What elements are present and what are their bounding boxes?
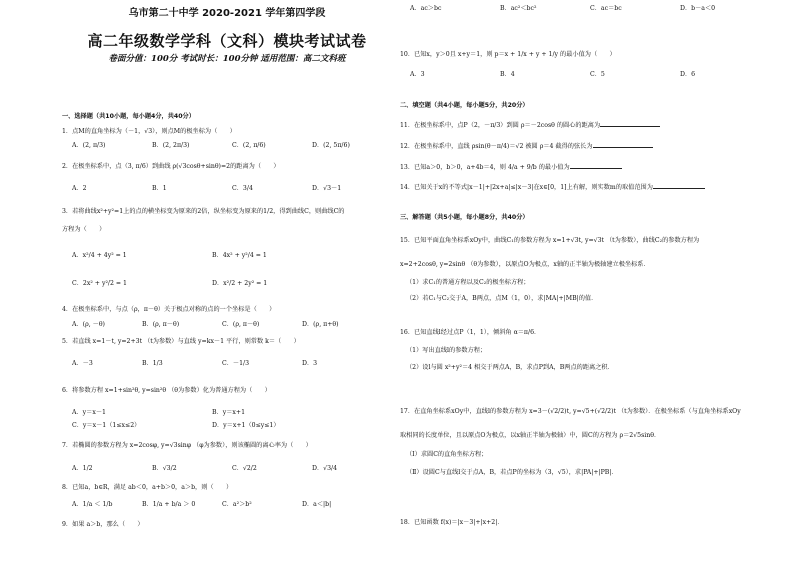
q1-option-d: D．(2, 5π/6) bbox=[312, 142, 350, 149]
question-12 bbox=[400, 141, 653, 151]
q3-option-b: B．4x² + y²/4 = 1 bbox=[212, 252, 267, 259]
q10-option-b: B．4 bbox=[500, 71, 515, 78]
question-3-stem: 3．若将曲线x²+y²=1上的点的横坐标变为原来的2倍，纵坐标变为原来的1/2，得到曲线C，则曲线C的 bbox=[62, 208, 345, 215]
question-16-stem: 16．已知直线l经过点P（1，1），倾斜角 α＝π/6． bbox=[400, 329, 541, 336]
q4-option-a: A．(ρ, －θ) bbox=[72, 321, 105, 328]
q10-option-c: C．5 bbox=[590, 71, 605, 78]
exam-title: 高二年级数学学科（文科）模块考试试卷 bbox=[87, 32, 367, 50]
q5-option-c: C．－1/3 bbox=[222, 360, 250, 367]
q12-answer-blank bbox=[593, 141, 653, 148]
question-17-line1: 17．在直角坐标系xOy中，直线l的参数方程为 x=3－(√2/2)t, y=√5+(√2/2)t （t为参数）．在极坐标系（与直角坐标系xOy bbox=[400, 408, 741, 415]
q3-option-d: D．x²/2 + 2y² = 1 bbox=[212, 280, 268, 287]
question-11 bbox=[400, 120, 660, 130]
question-4-stem: 4．在极坐标系中，与点（ρ，π－θ）关于极点对称的点的一个坐标是（ ） bbox=[62, 306, 276, 313]
q9-option-a: A．ac＞bc bbox=[410, 5, 442, 12]
section-3-title: 三、解答题（共5小题，每小题8分，共40分） bbox=[400, 214, 529, 221]
question-15-part1: （1）求C₁的普通方程以及C₂的极坐标方程； bbox=[406, 279, 530, 286]
q10-option-d: D．6 bbox=[680, 71, 696, 78]
q5-option-a: A．－3 bbox=[72, 360, 93, 367]
q7-option-c: C．√2/2 bbox=[232, 465, 257, 472]
question-18-stem: 18．已知函数 f(x)＝|x－3|+|x+2|． bbox=[400, 519, 504, 526]
q11-answer-blank bbox=[600, 120, 660, 127]
q11-text: 11．在极坐标系中，点P（2，－π/3）到圆 ρ＝－2cosθ 的圆心的距离为 bbox=[400, 122, 601, 129]
question-13 bbox=[400, 162, 622, 172]
question-17-line2: 取相同的长度单位，且以原点O为极点，以x轴正半轴为极轴）中，圆C的方程为 ρ＝2√5sinθ． bbox=[400, 432, 661, 439]
question-14 bbox=[400, 182, 705, 192]
question-6-stem: 6．将参数方程 x=1+sin²θ, y=sin²θ （θ为参数）化为普通方程为（ ） bbox=[62, 387, 271, 394]
q13-answer-blank bbox=[570, 162, 622, 169]
q14-text: 14．已知关于x的不等式|x－1|+|2x+a|≤|x－3|在x∈[0，1]上有解，则实数m的取值范围为 bbox=[400, 184, 653, 191]
right-column bbox=[400, 0, 780, 562]
question-16-part2: （2）设l与圆 x²+y²＝4 相交于两点A，B，求点P到A，B两点的距离之积． bbox=[406, 364, 614, 371]
question-7-stem: 7．若椭圆的参数方程为 x=2cosφ, y=√3sinφ （φ为参数），则该椭圆的离心率为（ ） bbox=[62, 442, 312, 449]
q7-option-a: A．1/2 bbox=[72, 465, 93, 472]
q7-option-b: B．√3/2 bbox=[152, 465, 177, 472]
q8-option-b: B．1/a + b/a ＞ 0 bbox=[142, 501, 196, 508]
q8-option-a: A．1/a ＜ 1/b bbox=[72, 501, 113, 508]
q5-option-b: B．1/3 bbox=[142, 360, 163, 367]
school-header: 乌市第二十中学 2020-2021 学年第四学段 bbox=[128, 8, 326, 19]
q1-option-c: C．(2, π/6) bbox=[232, 142, 266, 149]
q7-option-d: D．√3/4 bbox=[312, 465, 338, 472]
question-2-stem: 2．在极坐标系中，点（3, π/6）到曲线 ρ(√3cosθ+sinθ)=2的距离为（ ） bbox=[62, 163, 280, 170]
q10-option-a: A．3 bbox=[410, 71, 425, 78]
exam-info: 卷面分值：100分 考试时长：100分钟 适用范围：高二文科班 bbox=[108, 54, 346, 64]
q8-option-d: D．a＜|b| bbox=[302, 501, 332, 508]
q6-option-d: D．y＝x+1（0≤y≤1） bbox=[212, 422, 280, 429]
q2-option-d: D．√3－1 bbox=[312, 185, 342, 192]
q9-option-c: C．ac＝bc bbox=[590, 5, 622, 12]
q2-option-b: B．1 bbox=[152, 185, 167, 192]
q1-option-b: B．(2, 2π/3) bbox=[152, 142, 190, 149]
q3-option-c: C．2x² + y²/2 = 1 bbox=[72, 280, 127, 287]
q9-option-d: D．b－a＜0 bbox=[680, 5, 716, 12]
question-1-stem: 1．点M的直角坐标为（－1，√3），则点M的极坐标为（ ） bbox=[62, 128, 236, 135]
q13-text: 13．已知a＞0，b＞0，a+4b＝4，则 4/a + 9/b 的最小值为 bbox=[400, 164, 570, 171]
question-15-part2: （2）若C₁与C₂交于A，B两点，点M（1，0），求|MA|+|MB|的值． bbox=[406, 295, 598, 302]
question-17-part1: （Ⅰ）求圆C的直角坐标方程； bbox=[406, 451, 488, 458]
q1-option-a: A．(2, π/3) bbox=[72, 142, 106, 149]
q2-option-c: C．3/4 bbox=[232, 185, 253, 192]
q4-option-c: C．(ρ, π－θ) bbox=[222, 321, 260, 328]
q3-option-a: A．x²/4 + 4y² = 1 bbox=[72, 252, 127, 259]
left-column bbox=[62, 0, 392, 562]
question-17-part2: （Ⅱ）设圆C与直线l交于点A，B，若点P的坐标为（3，√5），求|PA|+|PB|． bbox=[406, 469, 618, 476]
q2-option-a: A．2 bbox=[72, 185, 87, 192]
q6-option-c: C．y＝x－1（1≤x≤2） bbox=[72, 422, 141, 429]
q9-option-b: B．ac²＜bc² bbox=[500, 5, 537, 12]
section-1-title: 一、选择题（共10小题，每小题4分，共40分） bbox=[62, 113, 195, 120]
q12-text: 12．在极坐标系中，直线 ρsin(θ－π/4)＝√2 被圆 ρ＝4 截得的弦长为 bbox=[400, 143, 593, 150]
question-8-stem: 8．已知a，b∈R，满足 ab＜0，a+b＞0，a＞b，则（ ） bbox=[62, 484, 233, 491]
q6-option-b: B．y＝x+1 bbox=[212, 409, 246, 416]
q4-option-b: B．(ρ, π－θ) bbox=[142, 321, 180, 328]
question-9-stem: 9．如果 a＞b，那么（ ） bbox=[62, 521, 144, 528]
section-2-title: 二、填空题（共4小题，每小题5分，共20分） bbox=[400, 102, 529, 109]
q8-option-c: C．a²＞b² bbox=[222, 501, 252, 508]
question-15-line2: x=2+2cosθ, y=2sinθ （θ为参数），以原点O为极点，x轴的正半轴为极轴建立极坐标系． bbox=[400, 261, 650, 268]
question-3-stem-cont: 方程为（ ） bbox=[62, 226, 106, 233]
q5-option-d: D．3 bbox=[302, 360, 318, 367]
question-5-stem: 5．若直线 x=1－t, y=2+3t （t为参数）与直线 y=kx－1 平行，则常数 k＝（ ） bbox=[62, 338, 300, 345]
question-10-stem: 10．已知x，y＞0且 x+y＝1，则 p＝x + 1/x + y + 1/y 的最小值为（ ） bbox=[400, 51, 616, 58]
q6-option-a: A．y＝x－1 bbox=[72, 409, 106, 416]
question-16-part1: （1）写出直线l的参数方程； bbox=[406, 347, 487, 354]
q14-answer-blank bbox=[653, 182, 705, 189]
question-15-line1: 15．已知平面直角坐标系xOy中，曲线C₁的参数方程为 x=1+√3t, y=√3t （t为参数），曲线C₂的参数方程为 bbox=[400, 237, 700, 244]
q4-option-d: D．(ρ, π+θ) bbox=[302, 321, 339, 328]
